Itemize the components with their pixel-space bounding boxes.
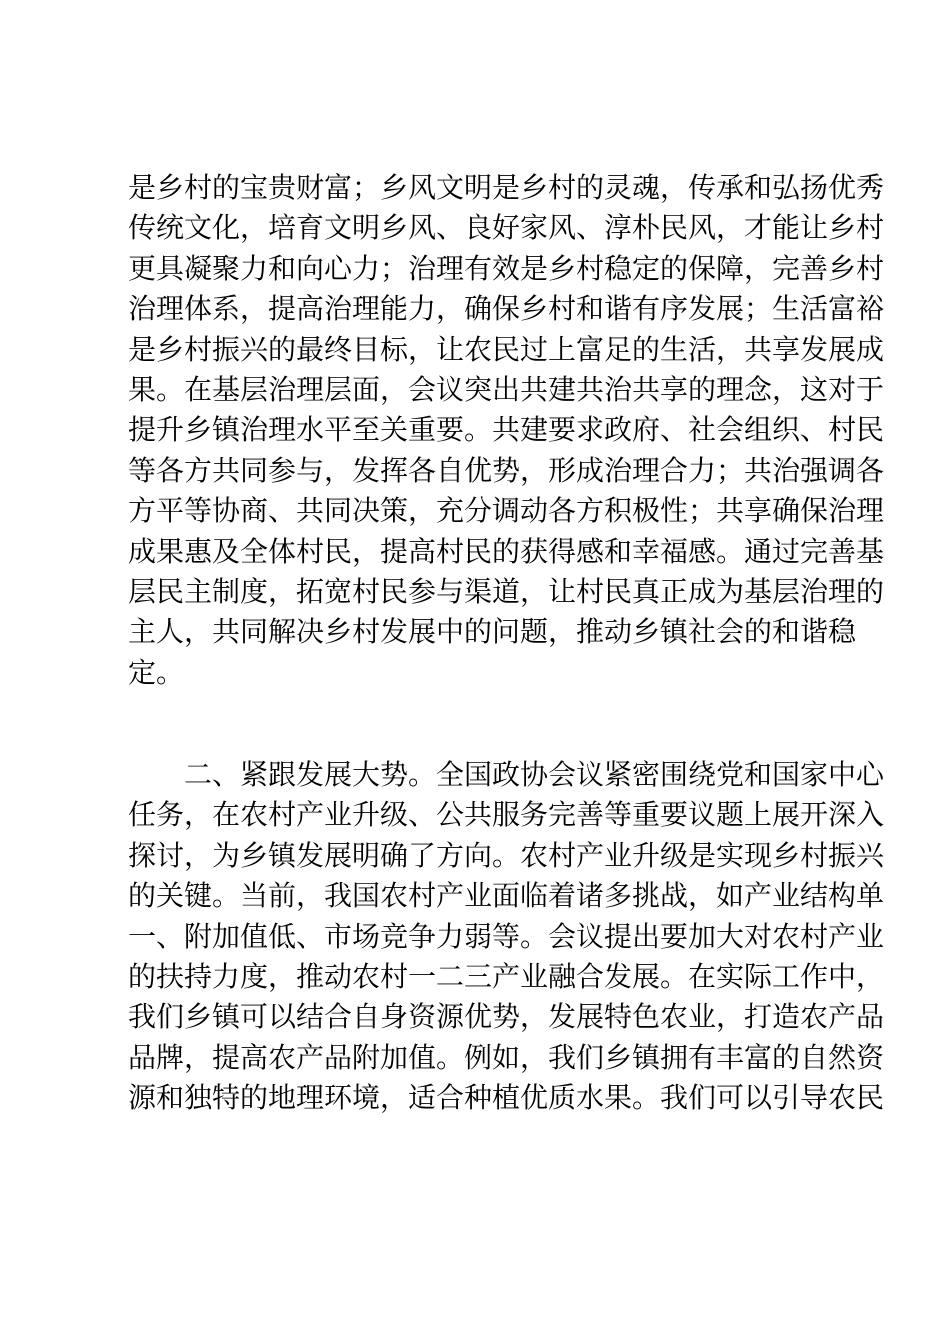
text-line: 源和独特的地理环境，适合种植优质水果。我们可以引导农民 (128, 1081, 885, 1115)
text-line: 的扶持力度，推动农村一二三产业融合发展。在实际工作中， (128, 959, 885, 993)
text-line: 等各方共同参与，发挥各自优势，形成治理合力；共治强调各 (128, 453, 885, 487)
text-line: 治理体系，提高治理能力，确保乡村和谐有序发展；生活富裕 (128, 292, 885, 326)
text-line: 我们乡镇可以结合自身资源优势，发展特色农业，打造农产品 (128, 1000, 885, 1034)
paragraph-1 (128, 168, 885, 693)
text-line: 二、紧跟发展大势。全国政协会议紧密围绕党和国家中心 (128, 758, 885, 791)
text-line: 传统文化，培育文明乡风、良好家风、淳朴民风，才能让乡村 (128, 211, 885, 245)
text-line: 任务，在农村产业升级、公共服务完善等重要议题上展开深入 (128, 798, 885, 832)
text-line: 层民主制度，拓宽村民参与渠道，让村民真正成为基层治理的 (128, 574, 885, 608)
text-line: 成果惠及全体村民，提高村民的获得感和幸福感。通过完善基 (128, 534, 885, 568)
text-line: 主人，共同解决乡村发展中的问题，推动乡镇社会的和谐稳 (128, 615, 857, 649)
text-line: 品牌，提高农产品附加值。例如，我们乡镇拥有丰富的自然资 (128, 1040, 885, 1074)
text-line: 一、附加值低、市场竞争力弱等。会议提出要加大对农村产业 (128, 919, 885, 953)
text-line: 果。在基层治理层面，会议突出共建共治共享的理念，这对于 (128, 372, 885, 406)
text-line: 是乡村振兴的最终目标，让农民过上富足的生活，共享发展成 (128, 332, 885, 366)
text-line: 定。 (128, 655, 185, 689)
text-line: 的关键。当前，我国农村产业面临着诸多挑战，如产业结构单 (128, 879, 885, 913)
text-line: 更具凝聚力和向心力；治理有效是乡村稳定的保障，完善乡村 (128, 251, 885, 285)
text-line: 提升乡镇治理水平至关重要。共建要求政府、社会组织、村民 (128, 413, 885, 447)
text-line: 方平等协商、共同决策，充分调动各方积极性；共享确保治理 (128, 494, 885, 528)
text-line: 探讨，为乡镇发展明确了方向。农村产业升级是实现乡村振兴 (128, 838, 885, 872)
paragraph-2 (128, 755, 885, 1119)
text-line: 是乡村的宝贵财富；乡风文明是乡村的灵魂，传承和弘扬优秀 (128, 171, 885, 204)
